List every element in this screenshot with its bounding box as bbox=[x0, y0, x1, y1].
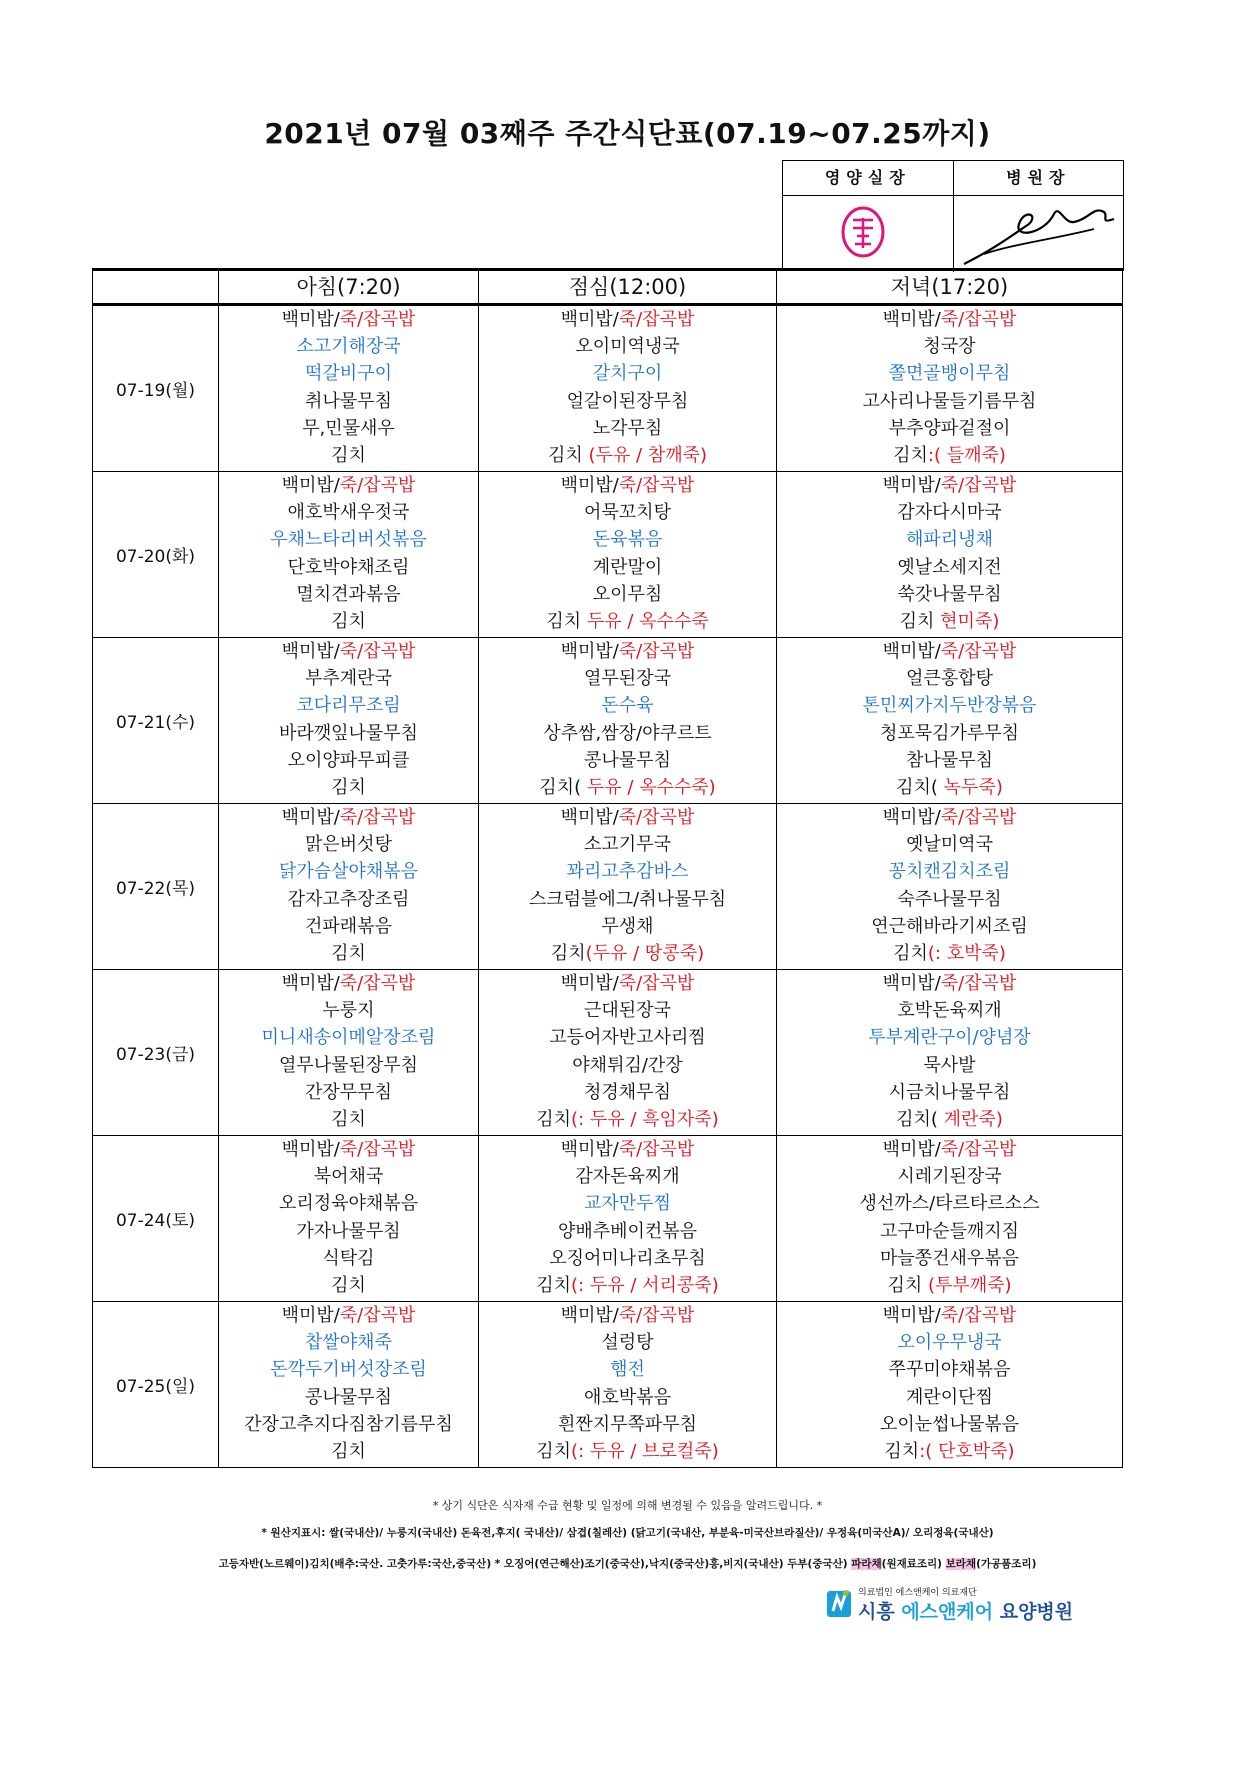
menu-item-base: 김치 bbox=[536, 1274, 572, 1296]
menu-item-base: 김치 bbox=[887, 1274, 928, 1296]
menu-item-alt: 죽/잡곡밥 bbox=[940, 641, 1017, 662]
origin-line-2a: 고등자반(노르웨이)김치(배추:국산. 고춧가루:국산,중국산) * 오징어(연근해산)조기(중국산),낙지(중국산)홍,비지(국내산) 두부(중국산) bbox=[218, 1558, 852, 1570]
menu-item: 호박돈육찌개 bbox=[897, 1000, 1002, 1022]
menu-item: 옛날소세지전 bbox=[897, 556, 1002, 578]
menu-item-alt: 죽/잡곡밥 bbox=[339, 807, 416, 828]
menu-item-base: 백미밥/ bbox=[560, 475, 619, 496]
menu-item: 마늘쫑건새우볶음 bbox=[879, 1247, 1020, 1269]
menu-item bbox=[219, 805, 478, 832]
menu-item: 돈깍두기버섯장조림 bbox=[270, 1359, 427, 1381]
menu-item bbox=[479, 473, 776, 500]
menu-item bbox=[479, 1273, 776, 1300]
menu-item-base: 백미밥/ bbox=[560, 641, 619, 662]
menu-item bbox=[777, 1273, 1122, 1300]
menu-item-base: 김치 bbox=[899, 610, 941, 632]
menu-item bbox=[479, 1107, 776, 1134]
dinner-cell bbox=[777, 1136, 1123, 1302]
origin-line-2b: (원재료조리) bbox=[881, 1558, 946, 1570]
menu-item-alt: 죽/잡곡밥 bbox=[618, 309, 695, 330]
origin-highlight-2: 보라채 bbox=[945, 1558, 977, 1570]
menu-item bbox=[219, 1303, 478, 1330]
menu-item-alt: 죽/잡곡밥 bbox=[618, 973, 695, 994]
day-row bbox=[93, 1302, 1123, 1468]
menu-item: 숙주나물무침 bbox=[897, 888, 1002, 910]
menu-item-base: 백미밥/ bbox=[560, 309, 619, 330]
date-cell: 07-24(토) bbox=[93, 1136, 219, 1302]
menu-item bbox=[479, 1137, 776, 1164]
date-cell: 07-20(화) bbox=[93, 472, 219, 638]
menu-item bbox=[777, 1107, 1122, 1134]
menu-item: 스크럼블에그/취나물무침 bbox=[528, 888, 727, 910]
weekly-menu-table bbox=[92, 268, 1123, 1468]
menu-item: 콩나물무침 bbox=[305, 1386, 392, 1408]
menu-item: 감자고추장조림 bbox=[287, 888, 410, 910]
approval-nutritionist-label: 영양실장 bbox=[783, 161, 954, 195]
menu-item: 애호박새우젓국 bbox=[287, 502, 410, 524]
menu-item bbox=[219, 307, 478, 334]
menu-item bbox=[777, 941, 1122, 968]
director-signature-cell bbox=[954, 196, 1124, 272]
menu-item-base: 백미밥/ bbox=[560, 1305, 619, 1326]
menu-item: 김치 bbox=[331, 1440, 366, 1462]
menu-item: 김치 bbox=[331, 1274, 366, 1296]
menu-item: 고사리나물들기름무침 bbox=[862, 390, 1037, 412]
menu-item: 열무나물된장무침 bbox=[278, 1054, 419, 1076]
menu-item bbox=[777, 775, 1122, 802]
menu-item bbox=[777, 1137, 1122, 1164]
menu-item: 갈치구이 bbox=[592, 363, 663, 385]
menu-item bbox=[479, 1439, 776, 1466]
menu-item: 고등어자반고사리찜 bbox=[549, 1027, 706, 1049]
menu-item-alt: 현미죽) bbox=[940, 610, 1000, 632]
menu-item: 우채느타리버섯볶음 bbox=[270, 529, 427, 551]
menu-item-base: 백미밥/ bbox=[560, 973, 619, 994]
menu-item-alt: :( 들깨죽) bbox=[927, 444, 1006, 466]
menu-item: 떡갈비구이 bbox=[305, 363, 392, 385]
menu-item: 생선까스/타르타르소스 bbox=[859, 1193, 1040, 1215]
menu-item-alt: 죽/잡곡밥 bbox=[339, 641, 416, 662]
menu-item bbox=[777, 805, 1122, 832]
menu-item: 오이눈썹나물볶음 bbox=[879, 1413, 1020, 1435]
menu-item: 취나물무침 bbox=[305, 390, 392, 412]
breakfast-cell bbox=[219, 970, 479, 1136]
menu-item: 상추쌈,쌈장/야쿠르트 bbox=[543, 722, 712, 744]
menu-item: 오이무침 bbox=[592, 583, 663, 605]
menu-item bbox=[479, 307, 776, 334]
menu-item-base: 김치 bbox=[893, 942, 928, 964]
menu-item-base: 김치( bbox=[539, 776, 582, 798]
menu-item: 시금치나물무침 bbox=[888, 1081, 1011, 1103]
menu-item: 옛날미역국 bbox=[906, 834, 993, 856]
menu-item: 교자만두찜 bbox=[584, 1193, 671, 1215]
menu-item bbox=[479, 609, 776, 636]
origin-highlight-1: 파라채 bbox=[851, 1558, 882, 1570]
menu-item-base: 김치 bbox=[546, 610, 587, 632]
menu-item-base: 백미밥/ bbox=[560, 807, 619, 828]
menu-item: 김치 bbox=[331, 1108, 366, 1130]
day-row bbox=[93, 970, 1123, 1136]
menu-item: 해파리냉채 bbox=[906, 529, 993, 551]
menu-item: 간장고추지다짐참기름무침 bbox=[244, 1413, 453, 1435]
date-cell: 07-25(일) bbox=[93, 1302, 219, 1468]
menu-item-base: 백미밥/ bbox=[882, 1305, 941, 1326]
menu-item-alt: :( 단호박죽) bbox=[919, 1440, 1015, 1462]
dinner-cell bbox=[777, 1302, 1123, 1468]
menu-item: 감자돈육찌개 bbox=[575, 1166, 680, 1188]
menu-item: 돈육볶음 bbox=[592, 529, 663, 551]
menu-item-alt: (: 두유 / 브로컬죽) bbox=[571, 1440, 719, 1462]
approval-box bbox=[782, 160, 1124, 271]
lunch-cell bbox=[479, 472, 777, 638]
menu-item bbox=[777, 1439, 1122, 1466]
menu-item: 간장무무침 bbox=[305, 1081, 392, 1103]
menu-item: 묵사발 bbox=[923, 1054, 976, 1076]
menu-item: 청경채무침 bbox=[584, 1081, 671, 1103]
seal-stamp-icon bbox=[835, 204, 891, 260]
dinner-cell bbox=[777, 472, 1123, 638]
hospital-logo bbox=[826, 1585, 1074, 1625]
menu-item-base: 백미밥/ bbox=[281, 807, 340, 828]
menu-item: 얼갈이된장무침 bbox=[566, 390, 689, 412]
menu-item: 오징어미나리초무침 bbox=[549, 1247, 706, 1269]
menu-item bbox=[479, 941, 776, 968]
menu-item-alt: 죽/잡곡밥 bbox=[618, 1305, 695, 1326]
menu-item-alt: 두유 / 옥수수죽 bbox=[586, 610, 709, 632]
menu-item-base: 백미밥/ bbox=[882, 475, 941, 496]
menu-item: 콩나물무침 bbox=[584, 749, 671, 771]
menu-item: 얼큰홍합탕 bbox=[906, 668, 993, 690]
menu-item: 찹쌀야채죽 bbox=[305, 1332, 392, 1354]
menu-item: 북어채국 bbox=[313, 1166, 384, 1188]
hospital-logo-icon bbox=[826, 1587, 852, 1619]
menu-item: 청국장 bbox=[923, 336, 976, 358]
menu-item: 무생채 bbox=[601, 915, 654, 937]
menu-item-alt: 죽/잡곡밥 bbox=[940, 807, 1017, 828]
menu-item: 맑은버섯탕 bbox=[305, 834, 392, 856]
day-row bbox=[93, 804, 1123, 970]
approval-director-label: 병원장 bbox=[1006, 168, 1071, 187]
menu-item-base: 백미밥/ bbox=[882, 641, 941, 662]
menu-item: 설렁탕 bbox=[601, 1332, 654, 1354]
menu-item: 근대된장국 bbox=[584, 1000, 671, 1022]
menu-item: 쫄면골뱅이무침 bbox=[888, 363, 1011, 385]
breakfast-cell bbox=[219, 1136, 479, 1302]
day-row bbox=[93, 638, 1123, 804]
menu-item-base: 백미밥/ bbox=[281, 475, 340, 496]
menu-item-alt: 죽/잡곡밥 bbox=[339, 475, 416, 496]
menu-item: 투부계란구이/양념장 bbox=[868, 1027, 1031, 1049]
menu-item-alt: 죽/잡곡밥 bbox=[618, 807, 695, 828]
menu-item: 부추계란국 bbox=[305, 668, 392, 690]
menu-item-alt: 죽/잡곡밥 bbox=[940, 475, 1017, 496]
menu-item-base: 김치 bbox=[548, 444, 589, 466]
menu-item bbox=[777, 443, 1122, 470]
menu-item: 열무된장국 bbox=[584, 668, 671, 690]
menu-item-alt: 죽/잡곡밥 bbox=[940, 309, 1017, 330]
menu-item-base: 김치 bbox=[893, 444, 928, 466]
date-cell: 07-21(수) bbox=[93, 638, 219, 804]
menu-item: 무,민물새우 bbox=[302, 417, 395, 439]
day-row bbox=[93, 472, 1123, 638]
menu-item bbox=[777, 609, 1122, 636]
menu-item-alt: 죽/잡곡밥 bbox=[339, 1139, 416, 1160]
menu-item: 쭈꾸미야채볶음 bbox=[888, 1359, 1011, 1381]
menu-item-alt: (두유 / 땅콩죽) bbox=[585, 942, 705, 964]
menu-item-alt: 죽/잡곡밥 bbox=[618, 1139, 695, 1160]
breakfast-cell bbox=[219, 1302, 479, 1468]
menu-item: 애호박볶음 bbox=[584, 1386, 671, 1408]
menu-item-base: 백미밥/ bbox=[281, 309, 340, 330]
menu-item: 누룽지 bbox=[322, 1000, 375, 1022]
menu-item-alt: (: 호박죽) bbox=[927, 942, 1006, 964]
origin-line-2 bbox=[0, 1556, 1255, 1571]
menu-item bbox=[479, 639, 776, 666]
menu-item: 김치 bbox=[331, 444, 366, 466]
menu-item: 감자다시마국 bbox=[897, 502, 1002, 524]
menu-item: 양배추베이컨볶음 bbox=[557, 1220, 698, 1242]
breakfast-cell bbox=[219, 305, 479, 472]
day-row bbox=[93, 1136, 1123, 1302]
origin-line-1: * 원산지표시: 쌀(국내산)/ 누룽지(국내산) 돈육전,후지( 국내산)/ 삼겹(칠레산) (닭고기(국내산, 부분육-미국산브라질산)/ 우정육(미국산A)/ 오리정육(국내산) bbox=[261, 1527, 994, 1539]
menu-item: 톤민찌가지두반장볶음 bbox=[862, 695, 1037, 717]
breakfast-header: 아침(7:20) bbox=[219, 270, 479, 305]
dinner-cell bbox=[777, 638, 1123, 804]
menu-item-alt: (: 두유 / 서리콩죽) bbox=[571, 1274, 719, 1296]
dinner-cell bbox=[777, 804, 1123, 970]
menu-item: 닭가슴살야채볶음 bbox=[278, 861, 419, 883]
menu-item-alt: (두유 / 참깨죽) bbox=[588, 444, 707, 466]
menu-item: 부추양파겉절이 bbox=[888, 417, 1011, 439]
menu-item bbox=[777, 307, 1122, 334]
menu-item-base: 백미밥/ bbox=[281, 1139, 340, 1160]
menu-item bbox=[479, 775, 776, 802]
menu-item: 단호박야채조림 bbox=[287, 556, 410, 578]
menu-item: 미니새송이메알장조림 bbox=[261, 1027, 436, 1049]
menu-item: 오이양파무피클 bbox=[287, 749, 410, 771]
menu-item: 연근해바라기씨조림 bbox=[871, 915, 1028, 937]
menu-item-base: 김치 bbox=[884, 1440, 920, 1462]
menu-item-alt: 죽/잡곡밥 bbox=[339, 973, 416, 994]
menu-item: 오이우무냉국 bbox=[897, 1332, 1002, 1354]
menu-item bbox=[219, 639, 478, 666]
menu-item: 야채튀김/간장 bbox=[572, 1054, 683, 1076]
date-cell: 07-19(월) bbox=[93, 305, 219, 472]
menu-item: 노각무침 bbox=[592, 417, 663, 439]
menu-item: 계란이단찜 bbox=[906, 1386, 993, 1408]
menu-item: 시레기된장국 bbox=[897, 1166, 1002, 1188]
menu-item: 오이미역냉국 bbox=[575, 336, 680, 358]
menu-item: 청포묵김가루무침 bbox=[879, 722, 1020, 744]
menu-item-base: 백미밥/ bbox=[882, 309, 941, 330]
menu-item: 가자나물무침 bbox=[296, 1220, 401, 1242]
menu-item-alt: 계란죽) bbox=[937, 1108, 1003, 1130]
menu-item: 계란말이 bbox=[592, 556, 663, 578]
menu-item-base: 백미밥/ bbox=[882, 973, 941, 994]
lunch-header: 점심(12:00) bbox=[479, 270, 777, 305]
date-cell: 07-22(목) bbox=[93, 804, 219, 970]
menu-item: 코다리무조림 bbox=[296, 695, 401, 717]
signature-icon bbox=[954, 194, 1124, 274]
date-header-cell bbox=[93, 270, 219, 305]
menu-item-base: 김치 bbox=[536, 1440, 572, 1462]
menu-item: 오리정육야채볶음 bbox=[278, 1193, 419, 1215]
dinner-cell bbox=[777, 970, 1123, 1136]
breakfast-cell bbox=[219, 472, 479, 638]
menu-item-base: 백미밥/ bbox=[281, 1305, 340, 1326]
notice-text: * 상기 식단은 식자재 수급 현황 및 일정에 의해 변경될 수 있음을 알려드립니다. * bbox=[432, 1499, 823, 1512]
lunch-cell bbox=[479, 970, 777, 1136]
menu-item: 햄전 bbox=[610, 1359, 645, 1381]
menu-item-base: 백미밥/ bbox=[281, 641, 340, 662]
logo-name: 시흥 에스앤케어 요양병원 bbox=[858, 1601, 1074, 1623]
menu-item: 김치 bbox=[331, 942, 366, 964]
menu-item: 소고기해장국 bbox=[296, 336, 401, 358]
day-row bbox=[93, 305, 1123, 472]
menu-item-alt: 죽/잡곡밥 bbox=[940, 1305, 1017, 1326]
breakfast-cell bbox=[219, 804, 479, 970]
lunch-cell bbox=[479, 1136, 777, 1302]
menu-item: 건파래볶음 bbox=[305, 915, 392, 937]
menu-item-base: 김치 bbox=[550, 942, 586, 964]
menu-item: 바라깻잎나물무침 bbox=[278, 722, 419, 744]
menu-item-base: 김치( bbox=[896, 1108, 938, 1130]
menu-item: 소고기무국 bbox=[584, 834, 671, 856]
lunch-cell bbox=[479, 305, 777, 472]
menu-item: 꽈리고추감바스 bbox=[566, 861, 689, 883]
lunch-cell bbox=[479, 638, 777, 804]
menu-item bbox=[479, 1303, 776, 1330]
menu-item-alt: 죽/잡곡밥 bbox=[339, 309, 416, 330]
menu-item-alt: 두유 / 옥수수죽) bbox=[581, 776, 716, 798]
logo-subtitle: 의료법인 에스앤케이 의료재단 bbox=[858, 1588, 977, 1598]
menu-item: 참나물무침 bbox=[906, 749, 993, 771]
menu-item-base: 백미밥/ bbox=[882, 807, 941, 828]
nutritionist-stamp-cell bbox=[783, 196, 954, 272]
menu-item: 멸치견과볶음 bbox=[296, 583, 401, 605]
menu-item-alt: 죽/잡곡밥 bbox=[940, 1139, 1017, 1160]
menu-item-alt: 죽/잡곡밥 bbox=[618, 475, 695, 496]
menu-item-base: 백미밥/ bbox=[882, 1139, 941, 1160]
menu-item: 고구마순들깨지짐 bbox=[879, 1220, 1020, 1242]
menu-item bbox=[777, 639, 1122, 666]
menu-item bbox=[777, 1303, 1122, 1330]
menu-item: 김치 bbox=[331, 610, 366, 632]
dinner-header: 저녁(17:20) bbox=[777, 270, 1123, 305]
origin-line-2c: (가공품조리) bbox=[976, 1558, 1037, 1570]
date-cell: 07-23(금) bbox=[93, 970, 219, 1136]
menu-item bbox=[479, 805, 776, 832]
menu-item bbox=[777, 473, 1122, 500]
breakfast-cell bbox=[219, 638, 479, 804]
menu-item bbox=[777, 971, 1122, 998]
menu-item-alt: (투부깨죽) bbox=[927, 1274, 1012, 1296]
menu-item-base: 백미밥/ bbox=[281, 973, 340, 994]
menu-item-base: 김치 bbox=[536, 1108, 572, 1130]
menu-item-alt: 녹두죽) bbox=[937, 776, 1003, 798]
menu-item: 흰짠지무쪽파무침 bbox=[557, 1413, 698, 1435]
menu-item: 쑥갓나물무침 bbox=[897, 583, 1002, 605]
menu-item: 꽁치캔김치조림 bbox=[888, 861, 1011, 883]
menu-item-alt: 죽/잡곡밥 bbox=[618, 641, 695, 662]
page-title: 2021년 07월 03째주 주간식단표(07.19~07.25까지) bbox=[264, 117, 991, 150]
menu-item bbox=[219, 473, 478, 500]
menu-item: 돈수육 bbox=[601, 695, 654, 717]
menu-item-alt: 죽/잡곡밥 bbox=[940, 973, 1017, 994]
menu-item-alt: (: 두유 / 흑임자죽) bbox=[571, 1108, 719, 1130]
menu-item: 어묵꼬치탕 bbox=[584, 502, 671, 524]
menu-item-alt: 죽/잡곡밥 bbox=[339, 1305, 416, 1326]
menu-item: 김치 bbox=[331, 776, 366, 798]
menu-item-base: 백미밥/ bbox=[560, 1139, 619, 1160]
menu-item bbox=[479, 443, 776, 470]
menu-item bbox=[479, 971, 776, 998]
lunch-cell bbox=[479, 804, 777, 970]
dinner-cell bbox=[777, 305, 1123, 472]
menu-item bbox=[219, 1137, 478, 1164]
menu-item-base: 김치( bbox=[896, 776, 938, 798]
menu-item: 식탁김 bbox=[322, 1247, 375, 1269]
menu-item bbox=[219, 971, 478, 998]
lunch-cell bbox=[479, 1302, 777, 1468]
